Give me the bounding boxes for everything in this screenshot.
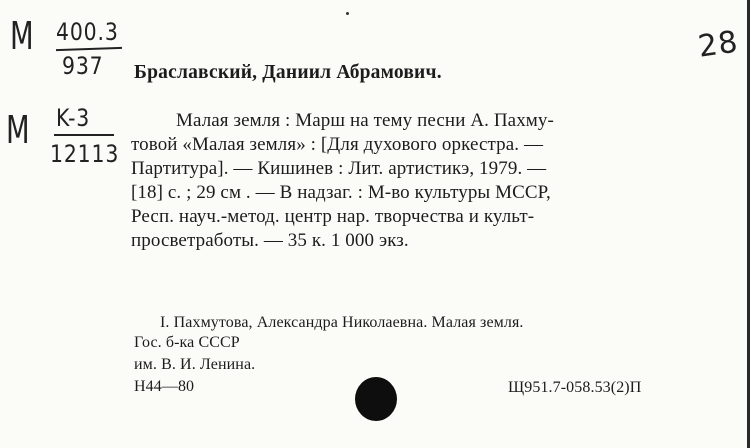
shelfmark-second-rule (54, 134, 114, 136)
classification-code: Щ951.7-058.53(2)П (508, 379, 642, 396)
shelfmark-second-denominator: 12113 (50, 140, 120, 168)
shelfmark-top-numerator: 400.3 (56, 18, 119, 46)
corner-number: 28 (696, 24, 741, 65)
entry-line: Партитура]. — Кишинев : Лит. артистикэ, 1979. — (131, 158, 547, 179)
entry-line: Малая земля : Марш на тему песни А. Пахму- (176, 110, 554, 131)
entry-line: Респ. науч.-метод. центр нар. творчества и культ- (131, 206, 535, 227)
shelfmark-top-denominator: 937 (62, 52, 104, 80)
entry-line: просветработы. — 35 к. 1 000 экз. (131, 230, 409, 251)
shelfmark-top-prefix: M (10, 14, 35, 58)
holder-line: им. В. И. Ленина. (134, 356, 256, 373)
card-number: Н44—80 (134, 378, 195, 395)
entry-line: товой «Малая земля» : [Для духового оркестра. — (131, 134, 544, 155)
shelfmark-top-rule (56, 47, 122, 51)
shelfmark-second-prefix: M (6, 108, 31, 152)
author-heading: Браславский, Даниил Абрамович. (134, 62, 442, 83)
shelfmark-second-numerator: K-3 (56, 104, 91, 132)
punch-hole (355, 377, 397, 421)
holder-line: Гос. б-ка СССР (134, 334, 240, 351)
entry-line: [18] с. ; 29 см . — В надзаг. : М-во культуры МССР, (131, 182, 551, 203)
tracing-note: I. Пахмутова, Александра Николаевна. Малая земля. (160, 314, 524, 331)
speck (346, 12, 349, 15)
